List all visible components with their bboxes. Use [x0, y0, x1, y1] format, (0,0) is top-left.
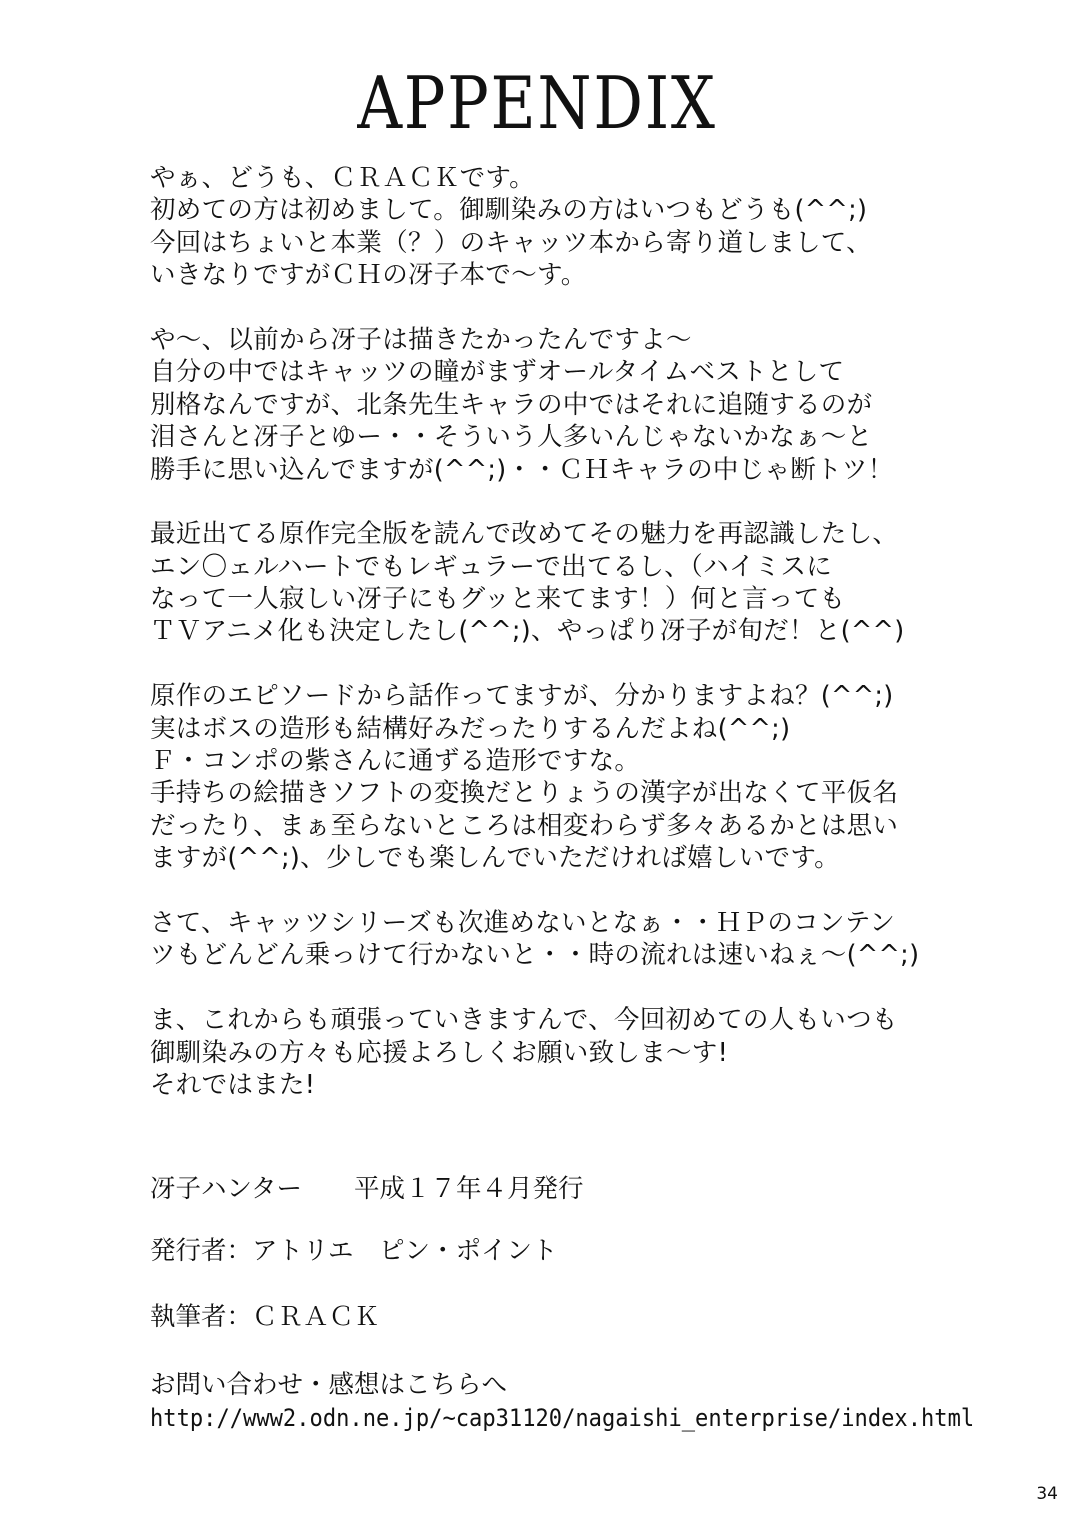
text-line: ツもどんどん乗っけて行かないと・・時の流れは速いねぇ〜(^^;) — [150, 940, 920, 971]
publisher-row — [150, 1234, 558, 1268]
book-title: 冴子ハンター — [150, 1174, 302, 1204]
text-line: 別格なんですが、北条先生キャラの中ではそれに追随するのが — [150, 389, 873, 420]
afterword-text — [150, 162, 1030, 1101]
text-line: 自分の中ではキャッツの瞳がまずオールタイムベストとして — [150, 357, 845, 388]
author-row — [150, 1300, 380, 1334]
text-line: だったり、まぁ至らないところは相変わらず多々あるかとは思い — [150, 810, 899, 841]
author-name: ＣＲＡＣＫ — [252, 1302, 380, 1332]
text-line: いきなりですがＣＨの冴子本で〜す。 — [150, 260, 587, 291]
text-line: 手持ちの絵描きソフトの変換だとりょうの漢字が出なくて平仮名 — [150, 778, 899, 809]
publisher-name: アトリエ ピン・ポイント — [252, 1236, 558, 1266]
issue-date: 平成１７年４月発行 — [353, 1174, 584, 1204]
contact-label: お問い合わせ・感想はこちらへ — [150, 1370, 508, 1400]
text-line: 実はボスの造形も結構好みだったりするんだよね(^^;) — [150, 713, 791, 744]
paragraph-4 — [150, 680, 1030, 874]
text-line: やぁ、どうも、ＣＲＡＣＫです。 — [150, 163, 535, 193]
website-url: http://www2.odn.ne.jp/~cap31120/nagaishi_enterprise/index.html — [150, 1404, 975, 1432]
page-title: APPENDIX — [357, 61, 717, 145]
text-line: 勝手に思い込んでますが(^^;)・・ＣＨキャラの中じゃ断トツ！ — [150, 454, 894, 485]
page-number: 34 — [1036, 1484, 1058, 1504]
text-line: 原作のエピソードから話作ってますが、分かりますよね？(^^;) — [150, 681, 894, 712]
text-line: なって一人寂しい冴子にもグッと来てます！）何と言っても — [150, 584, 846, 615]
text-line: Ｆ・コンポの紫さんに通ずる造形ですな。 — [150, 746, 641, 777]
text-line: さて、キャッツシリーズも次進めないとなぁ・・ＨＰのコンテン — [150, 907, 896, 938]
publisher-label: 発行者： — [150, 1236, 253, 1266]
paragraph-1 — [150, 162, 1030, 292]
paragraph-2 — [150, 324, 1030, 486]
text-line: や〜、以前から冴子は描きたかったんですよ〜 — [150, 324, 692, 355]
text-line: 初めての方は初めまして。御馴染みの方はいつもどうも(^^;) — [150, 195, 868, 226]
text-line: 最近出てる原作完全版を読んで改めてその魅力を再認識したし、 — [150, 519, 899, 550]
author-label: 執筆者： — [150, 1302, 253, 1332]
text-line: 泪さんと冴子とゆー・・そういう人多いんじゃないかなぁ〜と — [150, 422, 873, 453]
paragraph-5 — [150, 907, 1030, 972]
text-line: 今回はちょいと本業（？）のキャッツ本から寄り道しまして、 — [150, 227, 872, 258]
text-line: ＴＶアニメ化も決定したし(^^;)、やっぱり冴子が旬だ！と(^^) — [150, 616, 905, 647]
text-line: ますが(^^;)、少しでも楽しんでいただければ嬉しいです。 — [150, 843, 840, 874]
text-line: それではまた! — [150, 1069, 316, 1100]
text-line: 御馴染みの方々も応援よろしくお願い致しま〜す! — [150, 1037, 729, 1068]
text-line: ま、これからも頑張っていきますんで、今回初めての人もいつも — [150, 1005, 898, 1036]
colophon-title-row — [150, 1172, 584, 1206]
paragraph-3 — [150, 518, 1030, 648]
text-line: エン〇ェルハートでもレギュラーで出てるし、（ハイミスに — [150, 551, 833, 582]
paragraph-6 — [150, 1004, 1030, 1101]
